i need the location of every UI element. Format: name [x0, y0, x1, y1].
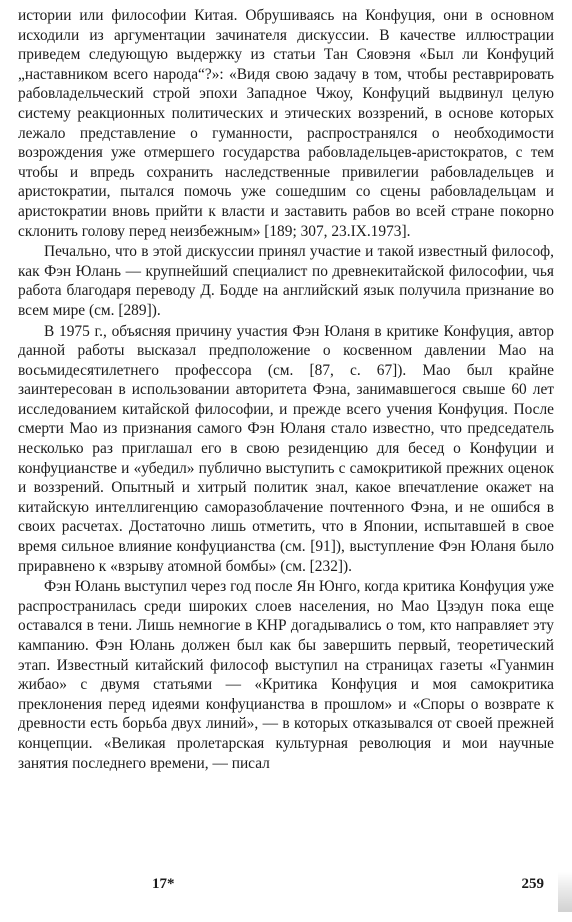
- page-footer: [0, 876, 572, 898]
- paragraph-4: Фэн Юлань выступил через год после Ян Юнго, когда критика Конфуция уже распространилась среди широких слоев населения, но Мао Цзэдун пока еще оставался в тени. Лишь немногие в КНР догадывались о том, кто направляет эту кампанию. Фэн Юлань должен был как бы завершить первый, теоретический этап. Известный китайский философ выступил на страницах газеты «Гуанмин жибао» с двумя статьями — «Критика Конфуция и моя самокритика преклонения перед идеями конфуцианства в прошлом» и «Споры о возврате к древности есть борьба двух линий», — в которых отказывался от своей прежней концепции. «Великая пролетарская культурная революция и мои научные занятия последнего времени, — писал: [18, 578, 554, 772]
- paragraph-3: В 1975 г., объясняя причину участия Фэн Юланя в критике Конфуция, автор данной работы высказал предположение о косвенном давлении Мао на восьмидесятилетнего профессора (см. [87, с. 67]). Мао был крайне заинтересован в использовании авторитета Фэна, занимавшегося свыше 60 лет исследованием китайской философии, и прежде всего учения Конфуция. После смерти Мао из признания самого Фэн Юланя стало известно, что председатель несколько раз приглашал его в свою резиденцию для бесед о Конфуции и конфуцианстве и «убедил» публично выступить с самокритикой прежних оценок и воззрений. Опытный и хитрый политик знал, какое впечатление окажет на китайскую интеллигенцию саморазоблачение почтенного Фэна, и не ошибся в своих расчетах. Достаточно лишь отметить, что в Японии, испытавшей в свое время сильное влияние конфуцианства (см. [91]), выступление Фэн Юланя было приравнено к «взрыву атомной бомбы» (см. [232]).: [18, 322, 554, 575]
- page-text-column: [18, 6, 554, 773]
- signature-mark: 17*: [152, 876, 175, 892]
- scan-edge-shadow: [558, 872, 572, 912]
- paragraph-1: истории или философии Китая. Обрушиваясь на Конфуция, они в основном исходили из аргументации зачинателя дискуссии. В качестве иллюстрации приведем следующую выдержку из статьи Тан Сяовэня «Был ли Конфуций „наставником всего народа“?»: «Видя свою задачу в том, чтобы реставрировать рабовладельческий строй эпохи Западное Чжоу, Конфуций выдвинул целую систему реакционных политических и этических воззрений, в основе которых лежало представление о гуманности, распространялся о необходимости возрождения уже отмершего государства рабовладельцев-аристократов, с тем чтобы и впредь сохранить наследственные привилегии рабовладельцев и аристократии, пытался помочь уже сошедшим со сцены рабовладельцам и аристократии вновь прийти к власти и заставить рабов во всей стране покорно склонить голову перед неизбежным» [189; 307, 23.IX.1973].: [18, 7, 554, 240]
- paragraph-2: Печально, что в этой дискуссии принял участие и такой известный философ, как Фэн Юлань — крупнейший специалист по древнекитайской философии, чья работа благодаря переводу Д. Бодде на английский язык получила признание во всем мире (см. [289]).: [18, 243, 554, 319]
- page-number: 259: [521, 876, 544, 892]
